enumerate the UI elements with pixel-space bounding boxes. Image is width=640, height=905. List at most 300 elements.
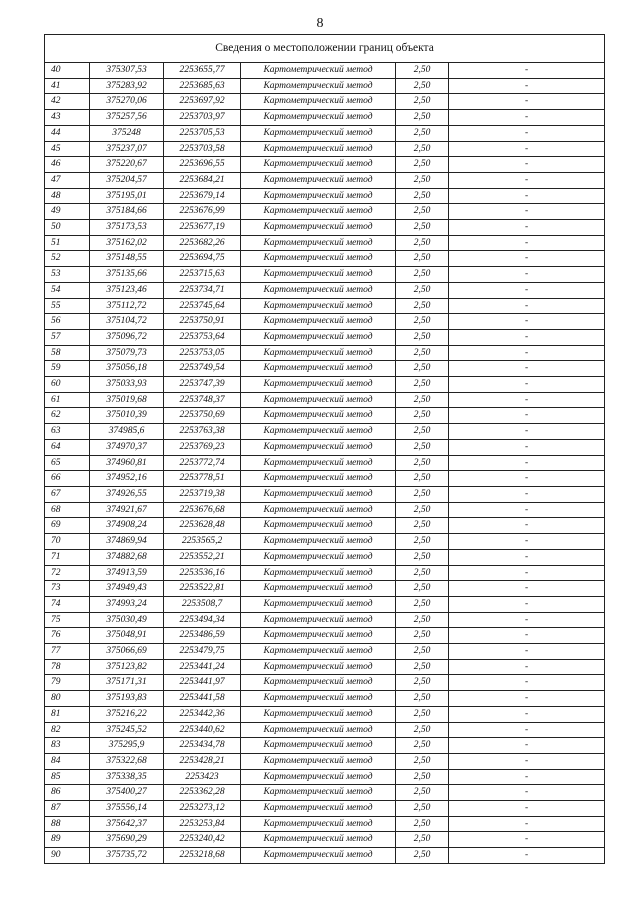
method-cell: Картометрический метод <box>241 78 396 94</box>
y-coordinate-cell: 2253772,74 <box>164 455 241 471</box>
method-cell: Картометрический метод <box>241 408 396 424</box>
y-coordinate-cell: 2253715,63 <box>164 267 241 283</box>
method-cell: Картометрический метод <box>241 267 396 283</box>
method-cell: Картометрический метод <box>241 235 396 251</box>
x-coordinate-cell: 375245,52 <box>90 722 164 738</box>
table-body <box>45 63 605 864</box>
table-row <box>45 267 605 283</box>
method-cell: Картометрический метод <box>241 706 396 722</box>
x-coordinate-cell: 374949,43 <box>90 581 164 597</box>
method-cell: Картометрический метод <box>241 596 396 612</box>
method-cell: Картометрический метод <box>241 157 396 173</box>
point-number-cell: 64 <box>45 439 90 455</box>
table-row <box>45 706 605 722</box>
x-coordinate-cell: 375237,07 <box>90 141 164 157</box>
x-coordinate-cell: 375220,67 <box>90 157 164 173</box>
description-cell: - <box>449 63 605 79</box>
table-row <box>45 63 605 79</box>
y-coordinate-cell: 2253778,51 <box>164 471 241 487</box>
description-cell: - <box>449 706 605 722</box>
table-row <box>45 832 605 848</box>
table-row <box>45 738 605 754</box>
point-number-cell: 41 <box>45 78 90 94</box>
y-coordinate-cell: 2253428,21 <box>164 753 241 769</box>
y-coordinate-cell: 2253749,54 <box>164 361 241 377</box>
y-coordinate-cell: 2253441,58 <box>164 691 241 707</box>
description-cell: - <box>449 691 605 707</box>
accuracy-cell: 2,50 <box>396 314 449 330</box>
table-row <box>45 392 605 408</box>
x-coordinate-cell: 375307,53 <box>90 63 164 79</box>
x-coordinate-cell: 374952,16 <box>90 471 164 487</box>
table-row <box>45 110 605 126</box>
point-number-cell: 70 <box>45 534 90 550</box>
method-cell: Картометрический метод <box>241 848 396 864</box>
point-number-cell: 62 <box>45 408 90 424</box>
method-cell: Картометрический метод <box>241 220 396 236</box>
x-coordinate-cell: 375400,27 <box>90 785 164 801</box>
description-cell: - <box>449 753 605 769</box>
accuracy-cell: 2,50 <box>396 644 449 660</box>
y-coordinate-cell: 2253748,37 <box>164 392 241 408</box>
description-cell: - <box>449 549 605 565</box>
y-coordinate-cell: 2253362,28 <box>164 785 241 801</box>
description-cell: - <box>449 644 605 660</box>
point-number-cell: 87 <box>45 801 90 817</box>
y-coordinate-cell: 2253747,39 <box>164 377 241 393</box>
accuracy-cell: 2,50 <box>396 816 449 832</box>
description-cell: - <box>449 220 605 236</box>
y-coordinate-cell: 2253763,38 <box>164 424 241 440</box>
accuracy-cell: 2,50 <box>396 424 449 440</box>
description-cell: - <box>449 816 605 832</box>
description-cell: - <box>449 565 605 581</box>
x-coordinate-cell: 374908,24 <box>90 518 164 534</box>
point-number-cell: 81 <box>45 706 90 722</box>
y-coordinate-cell: 2253750,91 <box>164 314 241 330</box>
table-row <box>45 172 605 188</box>
table-title: Сведения о местоположении границ объекта <box>45 35 605 63</box>
table-row <box>45 220 605 236</box>
point-number-cell: 56 <box>45 314 90 330</box>
x-coordinate-cell: 374985,6 <box>90 424 164 440</box>
y-coordinate-cell: 2253423 <box>164 769 241 785</box>
point-number-cell: 50 <box>45 220 90 236</box>
y-coordinate-cell: 2253685,63 <box>164 78 241 94</box>
x-coordinate-cell: 375079,73 <box>90 345 164 361</box>
description-cell: - <box>449 785 605 801</box>
y-coordinate-cell: 2253684,21 <box>164 172 241 188</box>
point-number-cell: 53 <box>45 267 90 283</box>
table-row <box>45 94 605 110</box>
description-cell: - <box>449 455 605 471</box>
table-row <box>45 439 605 455</box>
point-number-cell: 80 <box>45 691 90 707</box>
point-number-cell: 86 <box>45 785 90 801</box>
table-row <box>45 659 605 675</box>
x-coordinate-cell: 374913,59 <box>90 565 164 581</box>
accuracy-cell: 2,50 <box>396 220 449 236</box>
accuracy-cell: 2,50 <box>396 612 449 628</box>
y-coordinate-cell: 2253479,75 <box>164 644 241 660</box>
x-coordinate-cell: 375019,68 <box>90 392 164 408</box>
x-coordinate-cell: 375295,9 <box>90 738 164 754</box>
x-coordinate-cell: 375204,57 <box>90 172 164 188</box>
y-coordinate-cell: 2253552,21 <box>164 549 241 565</box>
x-coordinate-cell: 375257,56 <box>90 110 164 126</box>
accuracy-cell: 2,50 <box>396 377 449 393</box>
accuracy-cell: 2,50 <box>396 235 449 251</box>
x-coordinate-cell: 375033,93 <box>90 377 164 393</box>
x-coordinate-cell: 375735,72 <box>90 848 164 864</box>
x-coordinate-cell: 375135,66 <box>90 267 164 283</box>
method-cell: Картометрический метод <box>241 282 396 298</box>
accuracy-cell: 2,50 <box>396 596 449 612</box>
x-coordinate-cell: 375556,14 <box>90 801 164 817</box>
point-number-cell: 44 <box>45 125 90 141</box>
x-coordinate-cell: 375148,55 <box>90 251 164 267</box>
y-coordinate-cell: 2253679,14 <box>164 188 241 204</box>
point-number-cell: 74 <box>45 596 90 612</box>
y-coordinate-cell: 2253442,36 <box>164 706 241 722</box>
y-coordinate-cell: 2253703,58 <box>164 141 241 157</box>
accuracy-cell: 2,50 <box>396 675 449 691</box>
method-cell: Картометрический метод <box>241 644 396 660</box>
accuracy-cell: 2,50 <box>396 267 449 283</box>
point-number-cell: 55 <box>45 298 90 314</box>
method-cell: Картометрический метод <box>241 612 396 628</box>
x-coordinate-cell: 375030,49 <box>90 612 164 628</box>
coordinates-table <box>44 34 605 864</box>
y-coordinate-cell: 2253253,84 <box>164 816 241 832</box>
y-coordinate-cell: 2253440,62 <box>164 722 241 738</box>
method-cell: Картометрический метод <box>241 345 396 361</box>
accuracy-cell: 2,50 <box>396 251 449 267</box>
description-cell: - <box>449 361 605 377</box>
x-coordinate-cell: 374960,81 <box>90 455 164 471</box>
y-coordinate-cell: 2253522,81 <box>164 581 241 597</box>
table-row <box>45 816 605 832</box>
description-cell: - <box>449 204 605 220</box>
y-coordinate-cell: 2253494,34 <box>164 612 241 628</box>
method-cell: Картометрический метод <box>241 628 396 644</box>
table-row <box>45 628 605 644</box>
x-coordinate-cell: 375216,22 <box>90 706 164 722</box>
method-cell: Картометрический метод <box>241 125 396 141</box>
description-cell: - <box>449 188 605 204</box>
table-row <box>45 455 605 471</box>
y-coordinate-cell: 2253745,64 <box>164 298 241 314</box>
accuracy-cell: 2,50 <box>396 125 449 141</box>
x-coordinate-cell: 375195,01 <box>90 188 164 204</box>
y-coordinate-cell: 2253705,53 <box>164 125 241 141</box>
table-row <box>45 612 605 628</box>
y-coordinate-cell: 2253565,2 <box>164 534 241 550</box>
point-number-cell: 47 <box>45 172 90 188</box>
accuracy-cell: 2,50 <box>396 455 449 471</box>
x-coordinate-cell: 375096,72 <box>90 329 164 345</box>
method-cell: Картометрический метод <box>241 769 396 785</box>
x-coordinate-cell: 375248 <box>90 125 164 141</box>
description-cell: - <box>449 675 605 691</box>
x-coordinate-cell: 375048,91 <box>90 628 164 644</box>
y-coordinate-cell: 2253703,97 <box>164 110 241 126</box>
accuracy-cell: 2,50 <box>396 157 449 173</box>
accuracy-cell: 2,50 <box>396 63 449 79</box>
y-coordinate-cell: 2253750,69 <box>164 408 241 424</box>
table-row <box>45 581 605 597</box>
description-cell: - <box>449 392 605 408</box>
accuracy-cell: 2,50 <box>396 534 449 550</box>
method-cell: Картометрический метод <box>241 188 396 204</box>
point-number-cell: 54 <box>45 282 90 298</box>
y-coordinate-cell: 2253508,7 <box>164 596 241 612</box>
description-cell: - <box>449 486 605 502</box>
method-cell: Картометрический метод <box>241 172 396 188</box>
x-coordinate-cell: 375322,68 <box>90 753 164 769</box>
table-row <box>45 675 605 691</box>
y-coordinate-cell: 2253486,59 <box>164 628 241 644</box>
method-cell: Картометрический метод <box>241 94 396 110</box>
x-coordinate-cell: 374921,67 <box>90 502 164 518</box>
accuracy-cell: 2,50 <box>396 785 449 801</box>
x-coordinate-cell: 375171,31 <box>90 675 164 691</box>
method-cell: Картометрический метод <box>241 329 396 345</box>
point-number-cell: 45 <box>45 141 90 157</box>
description-cell: - <box>449 628 605 644</box>
description-cell: - <box>449 329 605 345</box>
y-coordinate-cell: 2253273,12 <box>164 801 241 817</box>
point-number-cell: 63 <box>45 424 90 440</box>
table-row <box>45 251 605 267</box>
x-coordinate-cell: 375056,18 <box>90 361 164 377</box>
description-cell: - <box>449 78 605 94</box>
x-coordinate-cell: 375173,53 <box>90 220 164 236</box>
table-row <box>45 502 605 518</box>
accuracy-cell: 2,50 <box>396 486 449 502</box>
x-coordinate-cell: 374882,68 <box>90 549 164 565</box>
accuracy-cell: 2,50 <box>396 753 449 769</box>
method-cell: Картометрический метод <box>241 63 396 79</box>
point-number-cell: 48 <box>45 188 90 204</box>
table-row <box>45 534 605 550</box>
x-coordinate-cell: 375283,92 <box>90 78 164 94</box>
accuracy-cell: 2,50 <box>396 832 449 848</box>
table-row <box>45 204 605 220</box>
method-cell: Картометрический метод <box>241 832 396 848</box>
accuracy-cell: 2,50 <box>396 78 449 94</box>
point-number-cell: 78 <box>45 659 90 675</box>
accuracy-cell: 2,50 <box>396 722 449 738</box>
description-cell: - <box>449 596 605 612</box>
point-number-cell: 85 <box>45 769 90 785</box>
table-row <box>45 848 605 864</box>
y-coordinate-cell: 2253769,23 <box>164 439 241 455</box>
accuracy-cell: 2,50 <box>396 298 449 314</box>
accuracy-cell: 2,50 <box>396 329 449 345</box>
point-number-cell: 61 <box>45 392 90 408</box>
point-number-cell: 40 <box>45 63 90 79</box>
point-number-cell: 59 <box>45 361 90 377</box>
method-cell: Картометрический метод <box>241 424 396 440</box>
table-row <box>45 471 605 487</box>
x-coordinate-cell: 375112,72 <box>90 298 164 314</box>
point-number-cell: 69 <box>45 518 90 534</box>
point-number-cell: 71 <box>45 549 90 565</box>
method-cell: Картометрический метод <box>241 816 396 832</box>
point-number-cell: 68 <box>45 502 90 518</box>
table-row <box>45 424 605 440</box>
y-coordinate-cell: 2253753,64 <box>164 329 241 345</box>
y-coordinate-cell: 2253655,77 <box>164 63 241 79</box>
accuracy-cell: 2,50 <box>396 439 449 455</box>
method-cell: Картометрический метод <box>241 518 396 534</box>
table-row <box>45 125 605 141</box>
point-number-cell: 57 <box>45 329 90 345</box>
description-cell: - <box>449 110 605 126</box>
method-cell: Картометрический метод <box>241 502 396 518</box>
description-cell: - <box>449 408 605 424</box>
table-row <box>45 691 605 707</box>
y-coordinate-cell: 2253676,99 <box>164 204 241 220</box>
y-coordinate-cell: 2253441,24 <box>164 659 241 675</box>
table-row <box>45 801 605 817</box>
method-cell: Картометрический метод <box>241 659 396 675</box>
accuracy-cell: 2,50 <box>396 628 449 644</box>
y-coordinate-cell: 2253441,97 <box>164 675 241 691</box>
x-coordinate-cell: 375123,46 <box>90 282 164 298</box>
description-cell: - <box>449 424 605 440</box>
x-coordinate-cell: 375010,39 <box>90 408 164 424</box>
accuracy-cell: 2,50 <box>396 94 449 110</box>
y-coordinate-cell: 2253753,05 <box>164 345 241 361</box>
table-row <box>45 596 605 612</box>
table-row <box>45 188 605 204</box>
y-coordinate-cell: 2253719,38 <box>164 486 241 502</box>
description-cell: - <box>449 377 605 393</box>
accuracy-cell: 2,50 <box>396 848 449 864</box>
description-cell: - <box>449 345 605 361</box>
description-cell: - <box>449 157 605 173</box>
point-number-cell: 88 <box>45 816 90 832</box>
table-title-row <box>45 35 605 63</box>
x-coordinate-cell: 375162,02 <box>90 235 164 251</box>
accuracy-cell: 2,50 <box>396 706 449 722</box>
method-cell: Картометрический метод <box>241 738 396 754</box>
description-cell: - <box>449 94 605 110</box>
accuracy-cell: 2,50 <box>396 518 449 534</box>
table-row <box>45 518 605 534</box>
x-coordinate-cell: 375193,83 <box>90 691 164 707</box>
x-coordinate-cell: 374869,94 <box>90 534 164 550</box>
description-cell: - <box>449 251 605 267</box>
point-number-cell: 73 <box>45 581 90 597</box>
accuracy-cell: 2,50 <box>396 110 449 126</box>
point-number-cell: 46 <box>45 157 90 173</box>
method-cell: Картометрический метод <box>241 801 396 817</box>
point-number-cell: 49 <box>45 204 90 220</box>
table-row <box>45 157 605 173</box>
accuracy-cell: 2,50 <box>396 471 449 487</box>
y-coordinate-cell: 2253734,71 <box>164 282 241 298</box>
y-coordinate-cell: 2253677,19 <box>164 220 241 236</box>
table-row <box>45 298 605 314</box>
method-cell: Картометрический метод <box>241 361 396 377</box>
accuracy-cell: 2,50 <box>396 565 449 581</box>
method-cell: Картометрический метод <box>241 298 396 314</box>
description-cell: - <box>449 534 605 550</box>
description-cell: - <box>449 612 605 628</box>
table-row <box>45 141 605 157</box>
y-coordinate-cell: 2253240,42 <box>164 832 241 848</box>
description-cell: - <box>449 518 605 534</box>
table-row <box>45 722 605 738</box>
table-row <box>45 314 605 330</box>
description-cell: - <box>449 738 605 754</box>
table-row <box>45 408 605 424</box>
point-number-cell: 75 <box>45 612 90 628</box>
coordinates-table-container <box>44 34 604 864</box>
page-number: 8 <box>316 16 324 31</box>
accuracy-cell: 2,50 <box>396 659 449 675</box>
method-cell: Картометрический метод <box>241 581 396 597</box>
x-coordinate-cell: 375338,35 <box>90 769 164 785</box>
y-coordinate-cell: 2253694,75 <box>164 251 241 267</box>
accuracy-cell: 2,50 <box>396 691 449 707</box>
y-coordinate-cell: 2253696,55 <box>164 157 241 173</box>
table-row <box>45 753 605 769</box>
description-cell: - <box>449 502 605 518</box>
table-row <box>45 235 605 251</box>
accuracy-cell: 2,50 <box>396 172 449 188</box>
x-coordinate-cell: 375066,69 <box>90 644 164 660</box>
point-number-cell: 60 <box>45 377 90 393</box>
description-cell: - <box>449 282 605 298</box>
accuracy-cell: 2,50 <box>396 204 449 220</box>
accuracy-cell: 2,50 <box>396 345 449 361</box>
description-cell: - <box>449 141 605 157</box>
x-coordinate-cell: 374970,37 <box>90 439 164 455</box>
accuracy-cell: 2,50 <box>396 769 449 785</box>
accuracy-cell: 2,50 <box>396 392 449 408</box>
method-cell: Картометрический метод <box>241 471 396 487</box>
y-coordinate-cell: 2253218,68 <box>164 848 241 864</box>
point-number-cell: 76 <box>45 628 90 644</box>
description-cell: - <box>449 722 605 738</box>
x-coordinate-cell: 375123,82 <box>90 659 164 675</box>
method-cell: Картометрический метод <box>241 110 396 126</box>
table-row <box>45 282 605 298</box>
description-cell: - <box>449 659 605 675</box>
description-cell: - <box>449 832 605 848</box>
x-coordinate-cell: 374926,55 <box>90 486 164 502</box>
point-number-cell: 72 <box>45 565 90 581</box>
y-coordinate-cell: 2253536,16 <box>164 565 241 581</box>
method-cell: Картометрический метод <box>241 314 396 330</box>
point-number-cell: 58 <box>45 345 90 361</box>
accuracy-cell: 2,50 <box>396 502 449 518</box>
y-coordinate-cell: 2253628,48 <box>164 518 241 534</box>
method-cell: Картометрический метод <box>241 691 396 707</box>
accuracy-cell: 2,50 <box>396 188 449 204</box>
accuracy-cell: 2,50 <box>396 282 449 298</box>
table-row <box>45 549 605 565</box>
method-cell: Картометрический метод <box>241 455 396 471</box>
point-number-cell: 66 <box>45 471 90 487</box>
table-row <box>45 486 605 502</box>
method-cell: Картометрический метод <box>241 675 396 691</box>
table-row <box>45 769 605 785</box>
